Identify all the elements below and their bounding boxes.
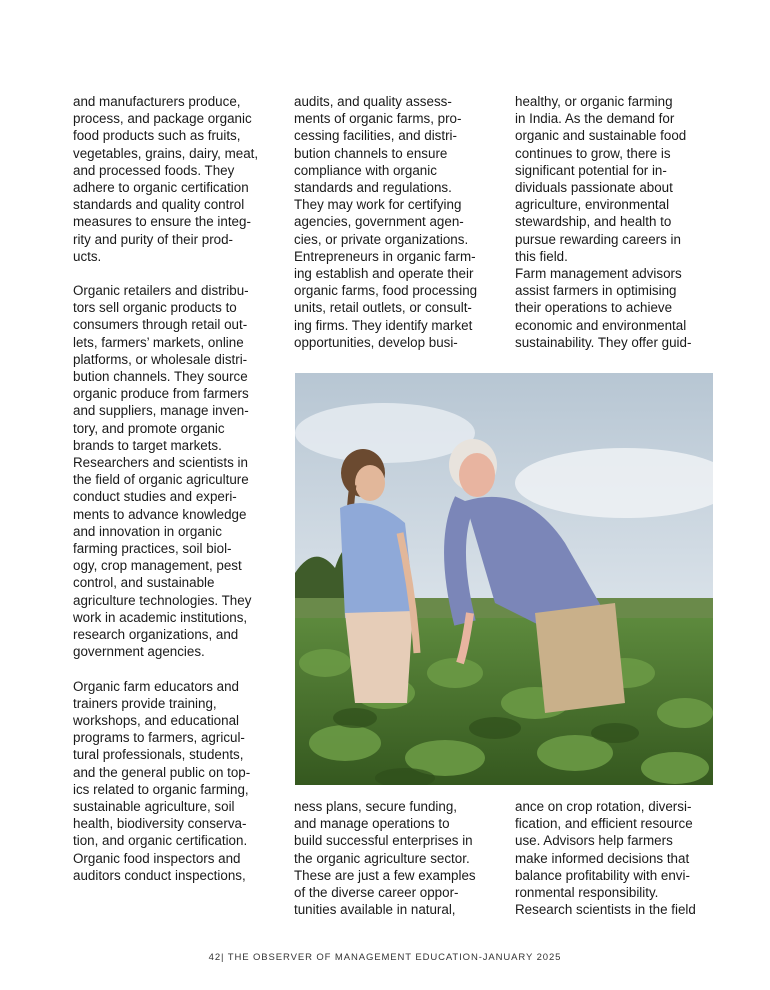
paragraph-business-plans: ness plans, secure funding, and manage operations to build successful enterprises in the organic agriculture sector. These are just a few examples of the diverse career oppor- tunities available in natural,	[294, 799, 476, 918]
paragraph-educators-inspectors: Organic farm educators and trainers provide training, workshops, and educational programs to farmers, agricul- tural professionals, students, and the general public on top- ics related to organic farming, sustainable agriculture, soil health, biodiversity conserva- tion, and organic certification. Organic food inspectors and auditors conduct inspections,	[73, 678, 251, 883]
paragraph-crop-rotation: ance on crop rotation, diversi- fication, and efficient resource use. Advisors help farmers make informed decisions that balance profitability with envi- ronmental responsibility. Research scientists in the field	[515, 799, 696, 918]
paragraph-retailers-researchers: Organic retailers and distribu- tors sell organic products to consumers through retail out- lets, farmers’ markets, online platforms, or wholesale distri- bution channels. They source organic produce from farmers and suppliers, manage inven- tory, and promote organic brands to target markets. Researchers and scientists in the field of organic agriculture conduct studies and experi- ments to advance knowledge and innovation in organic farming practices, soil biol- ogy, crop management, pest control, and sustainable agriculture technologies. They work in academic institutions, research organizations, and government agencies.	[73, 283, 252, 660]
text-column-left	[73, 93, 278, 884]
page-footer	[0, 952, 770, 963]
text-column-middle-top	[294, 93, 499, 351]
two-people-inspecting-crops-in-field-photo	[295, 373, 713, 785]
paragraph-auditors-entrepreneurs: audits, and quality assess- ments of organic farms, pro- cessing facilities, and distri- bution channels to ensure compliance with organic standards and regulations. They may work for certifying agencies, government agen- cies, or private organizations. Entrepreneurs in organic farm- ing establish and operate their organic farms, food processing units, retail outlets, or consult- ing firms. They identify market opportunities, develop busi-	[294, 94, 478, 350]
paragraph-manufacturers: and manufacturers produce, process, and package organic food products such as fruits, vegetables, grains, dairy, meat, and processed foods. They adhere to organic certification standards and quality control measures to ensure the integ- rity and purity of their prod- ucts.	[73, 94, 259, 264]
footer-separator: |	[221, 952, 225, 963]
paragraph-demand-advisors: healthy, or organic farming in India. As the demand for organic and sustainable food continues to grow, there is significant potential for in- dividuals passionate about agriculture, environmental stewardship, and health to pursue rewarding careers in this field. Farm management advisors assist farmers in optimising their operations to achieve economic and environmental sustainability. They offer guid-	[515, 94, 692, 350]
text-column-right-top	[515, 93, 720, 351]
text-column-middle-bottom	[294, 798, 499, 918]
page-number: 42	[208, 952, 222, 963]
text-column-right-bottom	[515, 798, 720, 918]
publication-title: THE OBSERVER OF MANAGEMENT EDUCATION-JANUARY 2025	[227, 952, 562, 963]
